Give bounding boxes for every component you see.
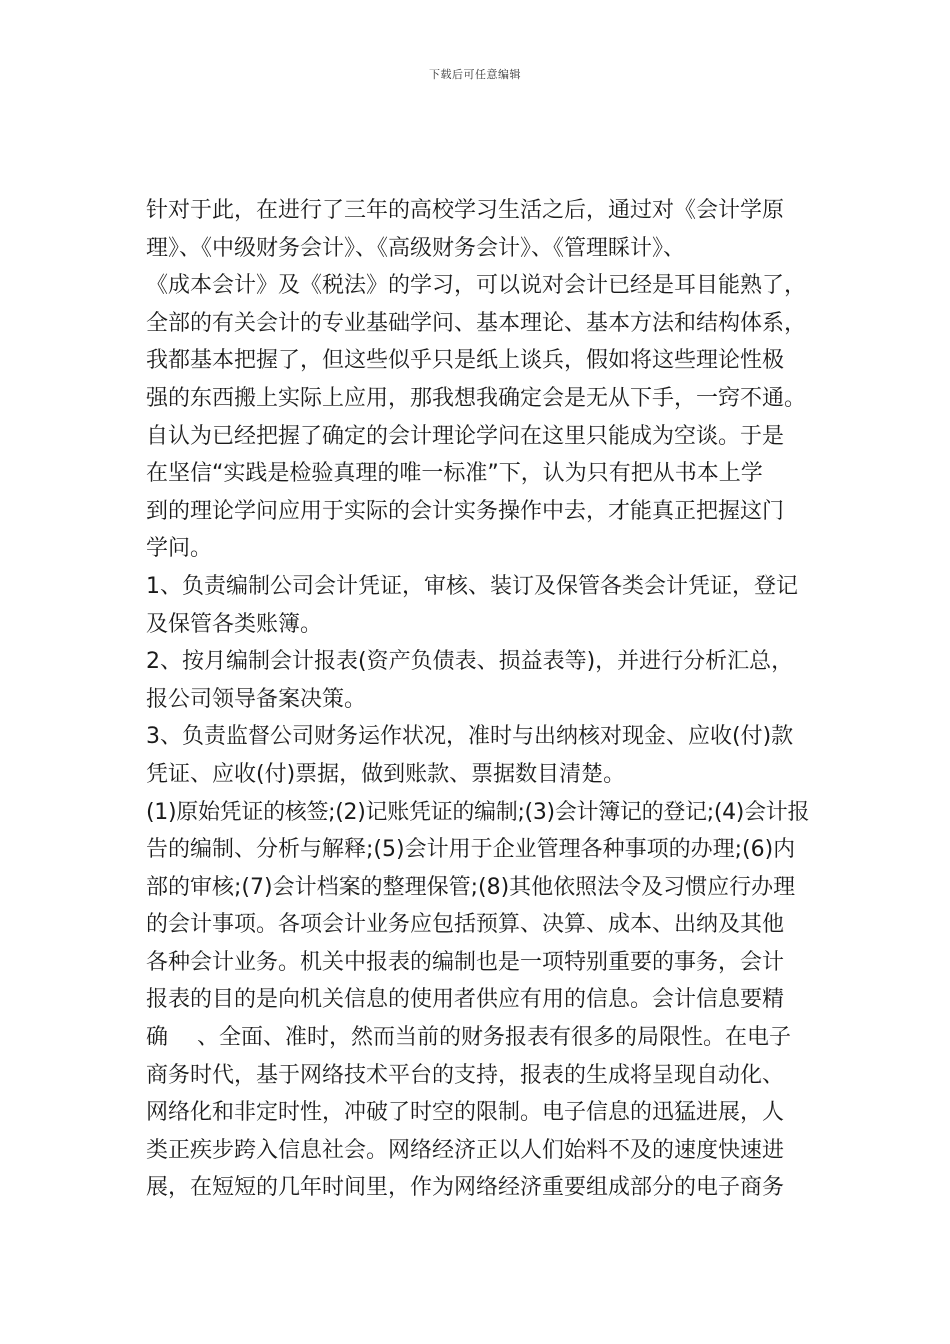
text-line: 各种会计业务。机关中报表的编制也是一项特别重要的事务，会计 bbox=[146, 949, 785, 975]
text-line: 部的审核;(7)会计档案的整理保管;(8)其他依照法令及习惯应行办理 bbox=[146, 874, 796, 900]
text-line: 在坚信“实践是检验真理的唯一标准”下，认为只有把从书本上学 bbox=[146, 461, 763, 487]
text-line: 网络化和非定时性，冲破了时空的限制。电子信息的迅猛进展，人 bbox=[146, 1100, 785, 1126]
text-line: 自认为已经把握了确定的会计理论学问在这里只能成为空谈。于是 bbox=[146, 423, 785, 449]
document-body bbox=[146, 192, 810, 1207]
text-line: 到的理论学问应用于实际的会计实务操作中去，才能真正把握这门 bbox=[146, 498, 785, 524]
text-line: 强的东西搬上实际上应用，那我想我确定会是无从下手，一窍不通。 bbox=[146, 385, 807, 411]
list-item-1-line: 及保管各类账簿。 bbox=[146, 611, 323, 637]
text-line: 类正疾步跨入信息社会。网络经济正以人们始料不及的速度快速进 bbox=[146, 1137, 785, 1163]
list-item-1-line: 1、负责编制公司会计凭证，审核、装订及保管各类会计凭证，登记 bbox=[146, 573, 798, 599]
text-line: 的会计事项。各项会计业务应包括预算、决算、成本、出纳及其他 bbox=[146, 912, 785, 938]
text-line: 全部的有关会计的专业基础学问、基本理论、基本方法和结构体系， bbox=[146, 310, 807, 336]
list-item-3-line: 凭证、应收(付)票据，做到账款、票据数目清楚。 bbox=[146, 761, 626, 787]
text-line: 学问。 bbox=[146, 536, 213, 562]
text-line: 展，在短短的几年时间里，作为网络经济重要组成部分的电子商务 bbox=[146, 1175, 785, 1201]
text-line: 针对于此，在进行了三年的高校学习生活之后，通过对《会计学原 bbox=[146, 198, 785, 223]
text-line: 告的编制、分析与解释;(5)会计用于企业管理各种事项的办理;(6)内 bbox=[146, 837, 796, 863]
text-line: 我都基本把握了，但这些似乎只是纸上谈兵，假如将这些理论性极 bbox=[146, 348, 785, 374]
list-item-2-line: 2、按月编制会计报表(资产负债表、损益表等)，并进行分析汇总， bbox=[146, 649, 794, 675]
text-line: 确 、全面、准时，然而当前的财务报表有很多的局限性。在电子 bbox=[146, 1025, 791, 1051]
text-line: 理》、《中级财务会计》、《高级财务会计》、《管理睬计》、 bbox=[146, 235, 686, 261]
text-line: 《成本会计》及《税法》的学习，可以说对会计已经是耳目能熟了， bbox=[146, 273, 807, 299]
list-item-2-line: 报公司领导备案决策。 bbox=[146, 686, 367, 712]
list-item-3-line: 3、负责监督公司财务运作状况，准时与出纳核对现金、应收(付)款 bbox=[146, 724, 794, 750]
text-line: (1)原始凭证的核签;(2)记账凭证的编制;(3)会计簿记的登记;(4)会计报 bbox=[146, 799, 810, 825]
text-line: 商务时代，基于网络技术平台的支持，报表的生成将呈现自动化、 bbox=[146, 1062, 785, 1088]
header-note: 下载后可任意编辑 bbox=[429, 68, 521, 81]
text-line: 报表的目的是向机关信息的使用者供应有用的信息。会计信息要精 bbox=[146, 987, 785, 1013]
